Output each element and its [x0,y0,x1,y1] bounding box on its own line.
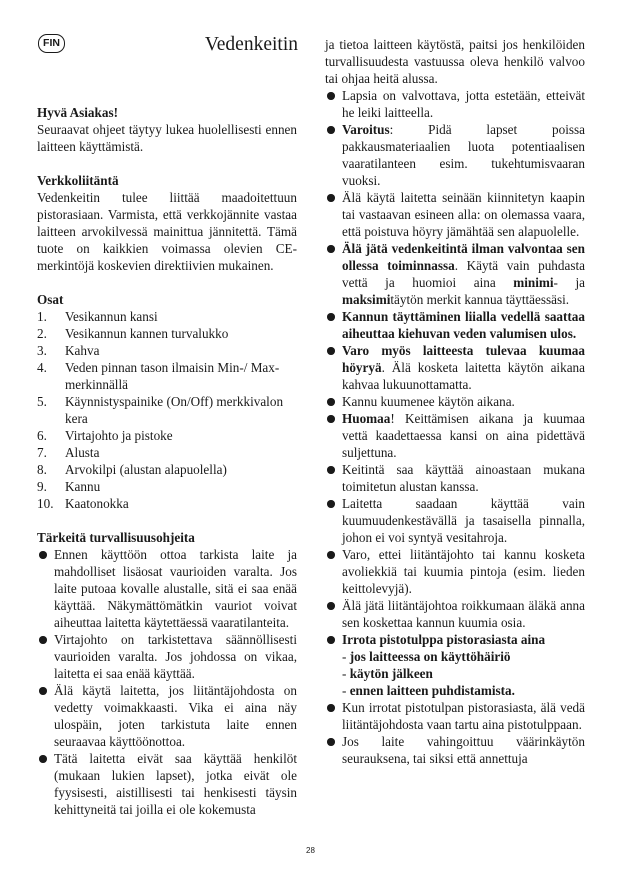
parts-list-item [37,308,297,325]
safety-list-right [325,87,585,767]
parts-list-item [37,393,297,427]
parts-list-item [37,427,297,444]
safety-list-left [37,546,297,818]
language-badge: FIN [38,34,65,53]
parts-heading: Osat [37,292,64,307]
page-title: Vedenkeitin [204,34,298,55]
parts-list-item [37,359,297,393]
part-label: Kannu [65,479,101,494]
part-label: Käynnistyspainike (On/Off) merkkivalon kera [65,394,284,426]
sub-list-item: - käytön jälkeen [342,666,433,681]
bold-text: Huomaa [342,411,391,426]
part-number: 1. [37,309,47,324]
list-item-text: täytön merkit kannua täyttäessäsi. [390,292,570,307]
intro-text: Seuraavat ohjeet täytyy lukea huolellisesti ennen laitteen käyttämistä. [37,122,297,154]
parts-list-item [37,342,297,359]
list-item: Tätä laitetta eivät saa käyttää henkilöt (mukaan lukien lapset), jotka eivät ole fyysisesti, aistillisesti tai henkisesti täysin kehittyneitä tai joilla ei ole kokemusta [37,750,297,818]
list-item [325,121,585,189]
parts-list-item [37,478,297,495]
bold-text: Älä jätä vedenkeitintä ilman valvontaa sen ollessa toiminnassa [342,241,585,273]
list-item: Varo, ettei liitäntäjohto tai kannu kosketa avoliekkiä tai kuumia pintoja (esim. lieden keittolevyjä). [325,546,585,597]
bold-text: Irrota pistotulppa pistorasiasta aina [342,632,546,647]
list-item [325,410,585,461]
list-item: Ennen käyttöön ottoa tarkista laite ja mahdolliset lisäosat vaurioiden varalta. Jos laite putoaa kovalle alustalle, sitä ei saa enää käyttää. Näkymättömätkin vauriot voivat aiheuttaa laitetta käytettäessä vaaratilanteita. [37,546,297,631]
parts-list-item [37,495,297,512]
list-item-text: . Käytä vain puhdasta vettä ja huomioi aina [342,258,585,290]
list-item: Kun irrotat pistotulpan pistorasiasta, älä vedä liitäntäjohdosta vaan tartu aina pistotulppaan. [325,699,585,733]
part-label: Alusta [65,445,100,460]
network-heading: Verkkoliitäntä [37,173,119,188]
bold-text: Varo myös laitteesta tulevaa kuumaa höyryä [342,343,585,375]
list-item: Virtajohto on tarkistettava säännöllisesti vaurioiden varalta. Jos johdossa on vikaa, laitetta ei saa enää käyttää. [37,631,297,682]
parts-list [37,308,297,512]
list-item: Keitintä saa käyttää ainoastaan mukana toimitetun alustan kanssa. [325,461,585,495]
list-item: Älä käytä laitetta, jos liitäntäjohdosta on vedetty voimakkaasti. Vika ei aina näy ulospäin, joten tarkistuta laite ennen seuraavaa käyttöönottoa. [37,682,297,750]
sub-list-item: - ennen laitteen puhdistamista. [342,683,515,698]
part-number: 10. [37,496,54,511]
parts-list-item [37,461,297,478]
parts-list-item [37,325,297,342]
bold-text: maksimi [342,292,391,307]
part-label: Kahva [65,343,100,358]
bold-text: Kannun täyttäminen liialla vedellä saattaa aiheuttaa kiehuvan veden valumisen ulos. [342,309,585,341]
part-number: 8. [37,462,47,477]
intro-heading: Hyvä Asiakas! [37,105,118,120]
part-label: Kaatonokka [65,496,129,511]
part-number: 9. [37,479,47,494]
list-item: Jos laite vahingoittuu väärinkäytön seurauksena, tai siksi että annettuja [325,733,585,767]
part-number: 4. [37,360,47,375]
part-label: Virtajohto ja pistoke [65,428,173,443]
list-item [325,631,585,699]
part-number: 3. [37,343,47,358]
list-item [325,240,585,308]
part-number: 5. [37,394,47,409]
list-item-text: ! Keittämisen aikana ja kuumaa vettä kaadettaessa kansi on aina pidettävä suljettuna. [342,411,585,460]
list-item-text: - ja [553,275,585,290]
list-item-text: : Pidä lapset poissa pakkausmateriaalien luota potentiaalisen vaaratilanteen esim. tukehtumisvaaran vuoksi. [342,122,585,188]
list-item: Kannu kuumenee käytön aikana. [325,393,585,410]
page-number: 28 [306,846,315,855]
parts-list-item [37,444,297,461]
bold-text: minimi [513,275,554,290]
list-item: Älä käytä laitetta seinään kiinnitetyn kaapin tai vastaavan esineen alla: on olemassa vaara, että poistuva höyry jämähtää sen alapuolelle. [325,189,585,240]
warning-label: Varoitus [342,122,390,137]
part-label: Vesikannun kannen turvalukko [65,326,229,341]
right-column [325,36,585,767]
list-item [325,342,585,393]
part-number: 7. [37,445,47,460]
list-item: Laitetta saadaan käyttää vain kuumuudenkestävällä ja tasaisella pinnalla, johon ei voi syntyä vesitahroja. [325,495,585,546]
part-label: Arvokilpi (alustan alapuolella) [65,462,227,477]
network-text: Vedenkeitin tulee liittää maadoitettuun pistorasiaan. Varmista, että verkkojännite vastaa laitteen arvokilvessä mainittua jännitettä. Tämä tuote on kaikkien voimassa olevien CE-merkintöjä koskevien direktiivien mukainen. [37,190,297,273]
part-label: Veden pinnan tason ilmaisin Min-/ Max-merkinnällä [65,360,280,392]
part-label: Vesikannun kansi [65,309,158,324]
safety-heading: Tärkeitä turvallisuusohjeita [37,530,195,545]
part-number: 2. [37,326,47,341]
list-item: Lapsia on valvottava, jotta estetään, etteivät he leiki laitteella. [325,87,585,121]
sub-list [342,648,585,699]
list-item: Älä jätä liitäntäjohtoa roikkumaan äläkä anna sen koskettaa kannun kuumia osia. [325,597,585,631]
left-column [37,104,297,818]
list-item-text: . Älä kosketa laitetta käytön aikana kahvaa lukuunottamatta. [342,360,585,392]
sub-list-item: - jos laitteessa on käyttöhäiriö [342,649,511,664]
part-number: 6. [37,428,47,443]
list-item [325,308,585,342]
continued-text: ja tietoa laitteen käytöstä, paitsi jos henkilöiden turvallisuudesta vastuussa oleva henkilö valvoo tai ohjaa heitä alussa. [325,37,585,86]
